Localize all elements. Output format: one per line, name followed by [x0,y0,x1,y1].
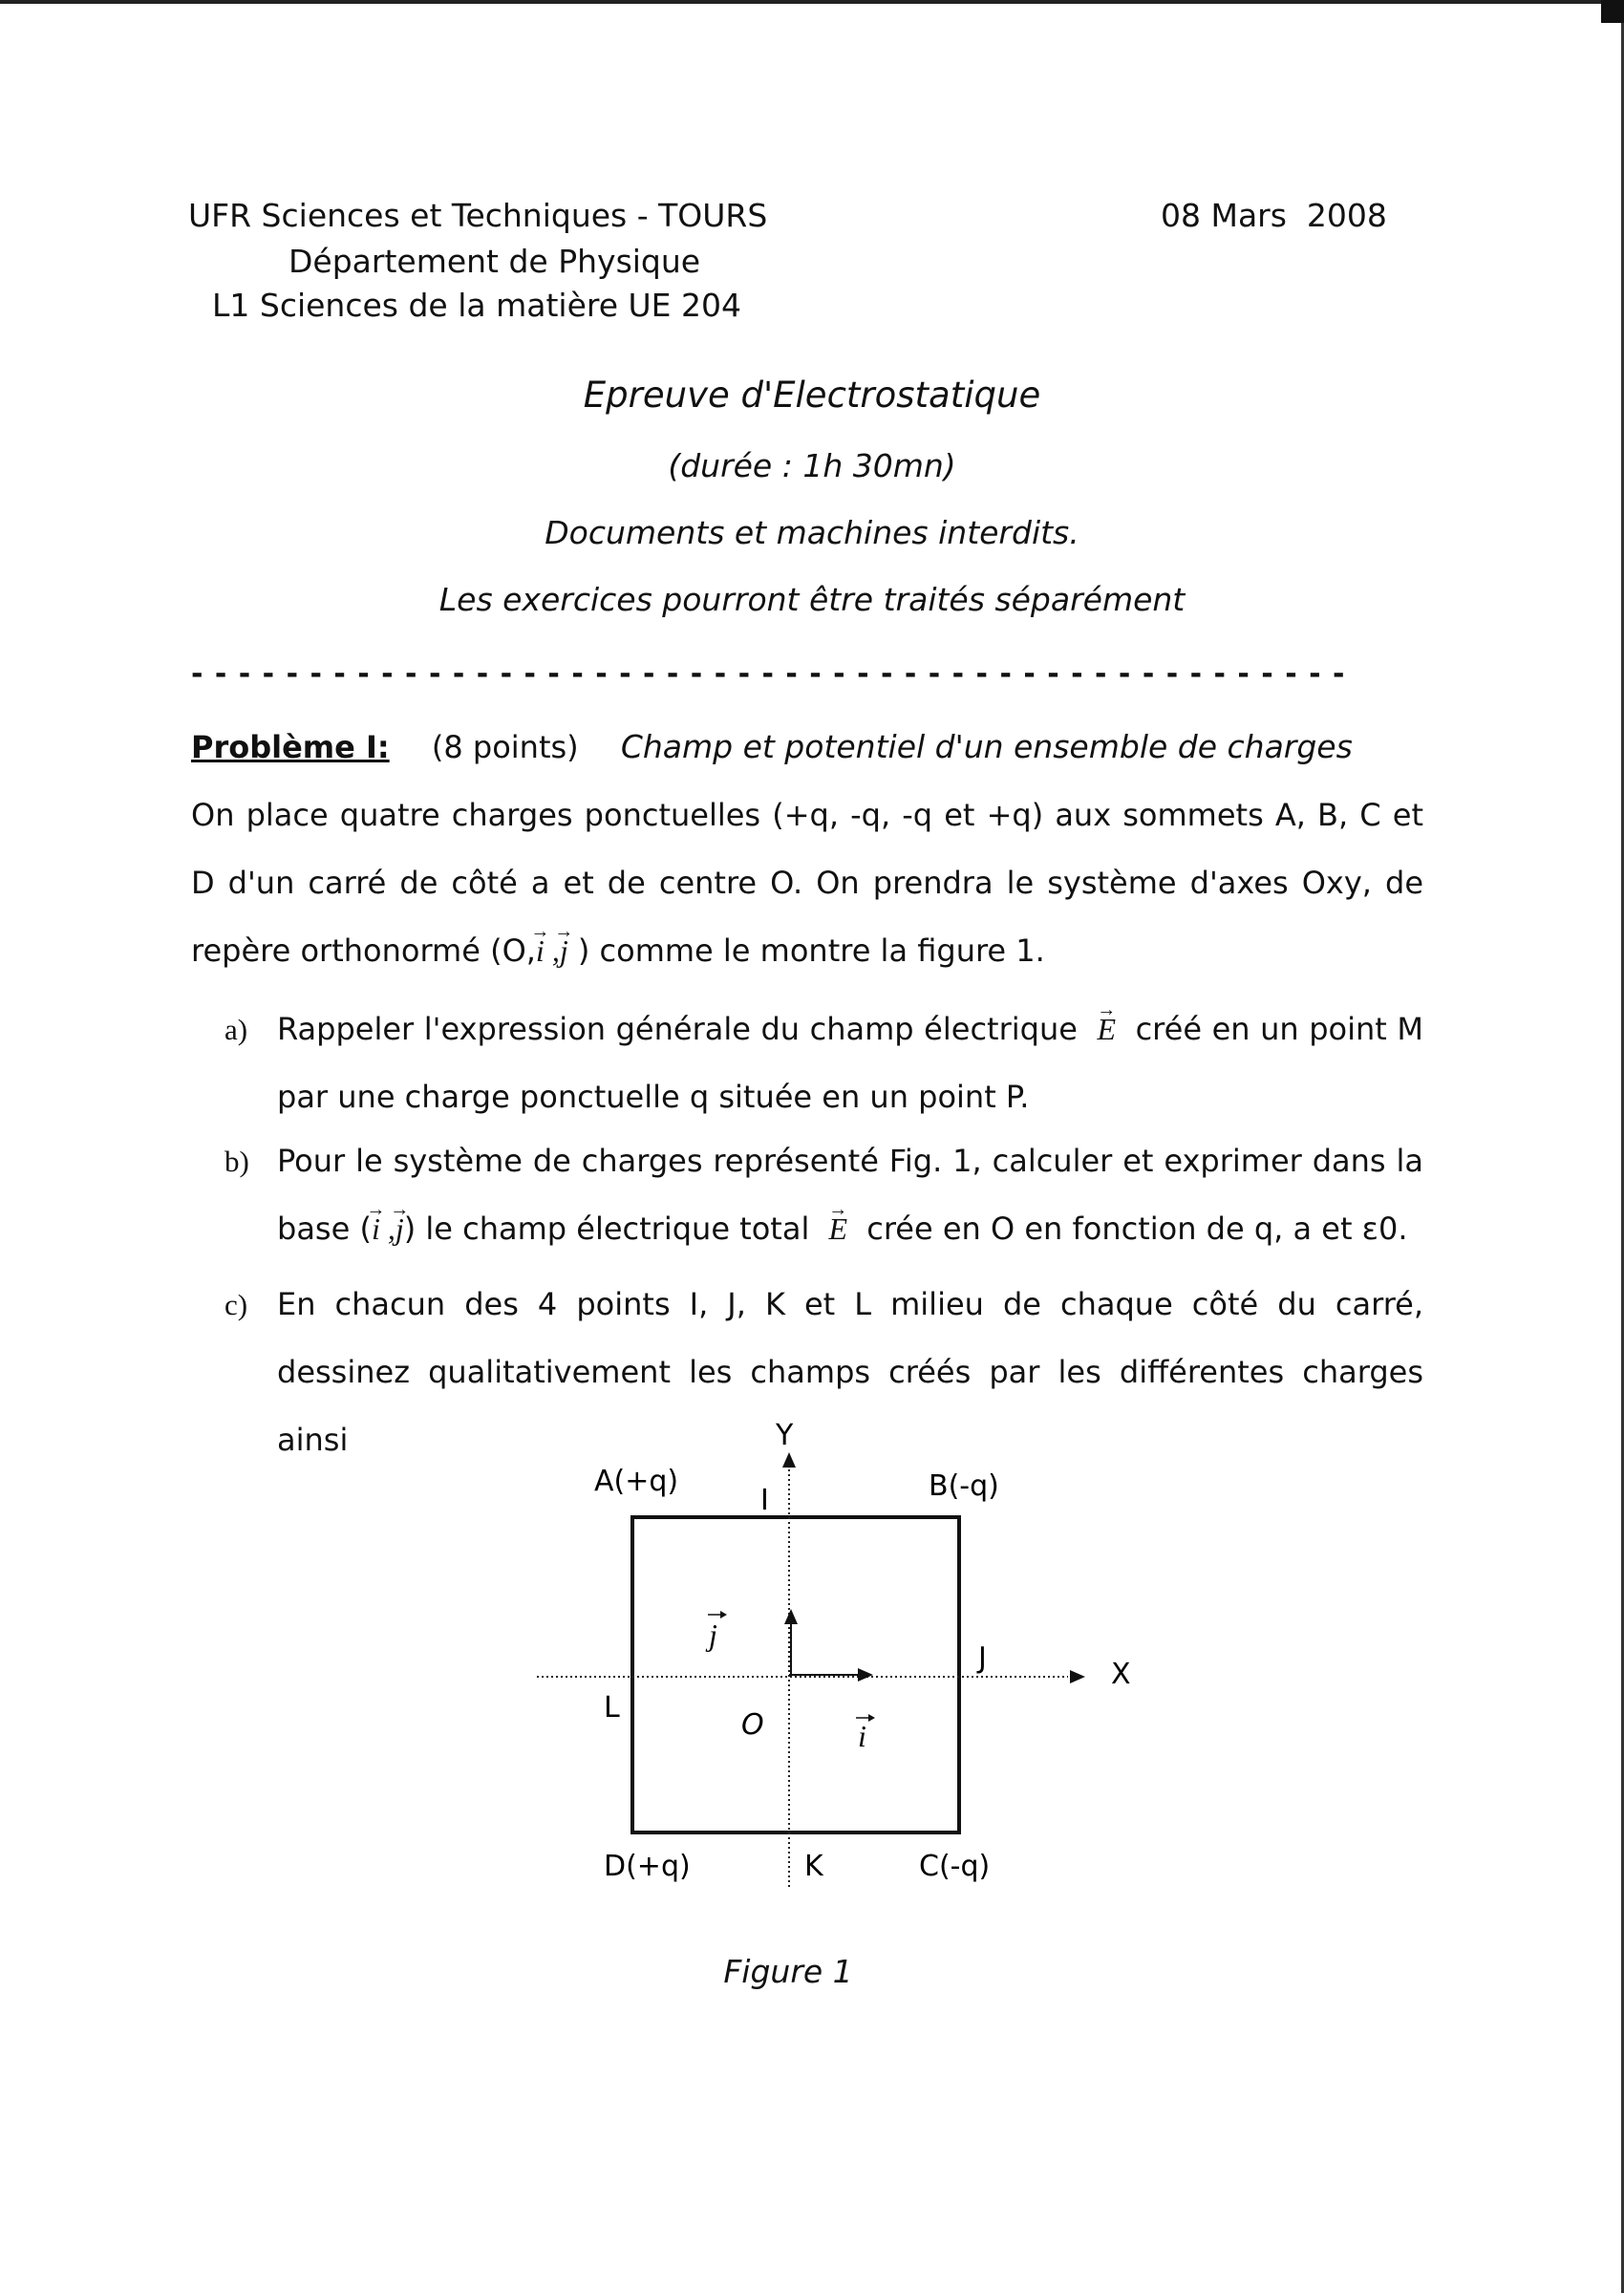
field-vector-E: → E [1097,996,1116,1063]
exam-date: 08 Mars 2008 [1161,197,1387,234]
unit-vector-j-arrowhead [784,1609,798,1624]
label-J: J [978,1641,987,1675]
course: L1 Sciences de la matière UE 204 [212,287,741,324]
question-marker: c) [224,1288,248,1321]
label-D: D(+q) [604,1850,691,1883]
figure-caption: Figure 1 [723,1953,853,1990]
separator-line: - - - - - - - - - - - - - - - - - - - - - - - - - - - - - - - - - - - - - - - - - - - - - - - - - [191,657,1346,691]
question-text-end: crée en O en fonction de q, a et ε0. [866,1211,1408,1247]
unit-vector-i-arrowhead [858,1668,873,1682]
label-I: I [760,1484,769,1517]
question-text-cont: créé en un point M par une charge ponctuelle q située en un point P. [277,1011,1423,1115]
x-axis-arrowhead [1070,1670,1085,1683]
problem-subtitle: Champ et potentiel d'un ensemble de charges [620,728,1353,765]
label-C: C(-q) [919,1850,991,1883]
label-X: X [1111,1658,1131,1691]
question-marker: a) [224,1013,248,1046]
label-O: O [741,1708,764,1742]
intro-text-2: repère orthonormé (O, [191,932,536,969]
label-K: K [804,1850,823,1883]
unit-vector-j: → j [395,1195,404,1263]
y-axis-arrowhead [782,1452,796,1468]
label-j: j [709,1618,717,1652]
label-j-arrowhead [720,1611,727,1618]
intro-text-3: ) comme le montre la figure 1. [577,932,1045,969]
exam-rules: Documents et machines interdits. [545,514,1079,551]
unit-vector-i: → i [536,917,545,985]
question-text-cont: ) le champ électrique total [403,1211,810,1247]
question-marker: b) [224,1145,249,1178]
intro-text: On place quatre charges ponctuelles (+q, -q, -q et +q) aux sommets A, B, C et D d'un carré de côté a et de centre O. On prendra le système d'axes Oxy, de [191,797,1423,901]
comma: , [544,933,560,968]
label-A: A(+q) [594,1465,679,1498]
label-L: L [604,1691,620,1725]
problem-points: (8 points) [431,729,579,765]
question-text: Pour le système de charges représenté Fig. 1, calculer et exprimer dans la base ( [277,1143,1423,1247]
exam-duration: (durée : 1h 30mn) [668,447,956,484]
label-i: i [858,1719,866,1753]
department: Département de Physique [288,243,701,280]
question-text: Rappeler l'expression générale du champ électrique [277,1011,1078,1047]
problem-number: Problème I: [191,729,390,765]
label-i-arrowhead [868,1714,875,1722]
label-Y: Y [776,1419,794,1452]
comma: , [379,1211,395,1246]
unit-vector-i: → i [372,1195,380,1263]
exam-title: Epreuve d'Electrostatique [583,375,1041,416]
institution: UFR Sciences et Techniques - TOURS [188,197,768,234]
field-vector-E: → E [829,1195,848,1263]
exam-note: Les exercices pourront être traités séparément [438,581,1186,618]
unit-vector-j: → j [560,917,568,985]
label-B: B(-q) [929,1469,999,1503]
question-text: En chacun des 4 points I, J, K et L milieu de chaque côté du carré, dessinez qualitativement les champs créés par les différentes charges ainsi [277,1286,1423,1458]
